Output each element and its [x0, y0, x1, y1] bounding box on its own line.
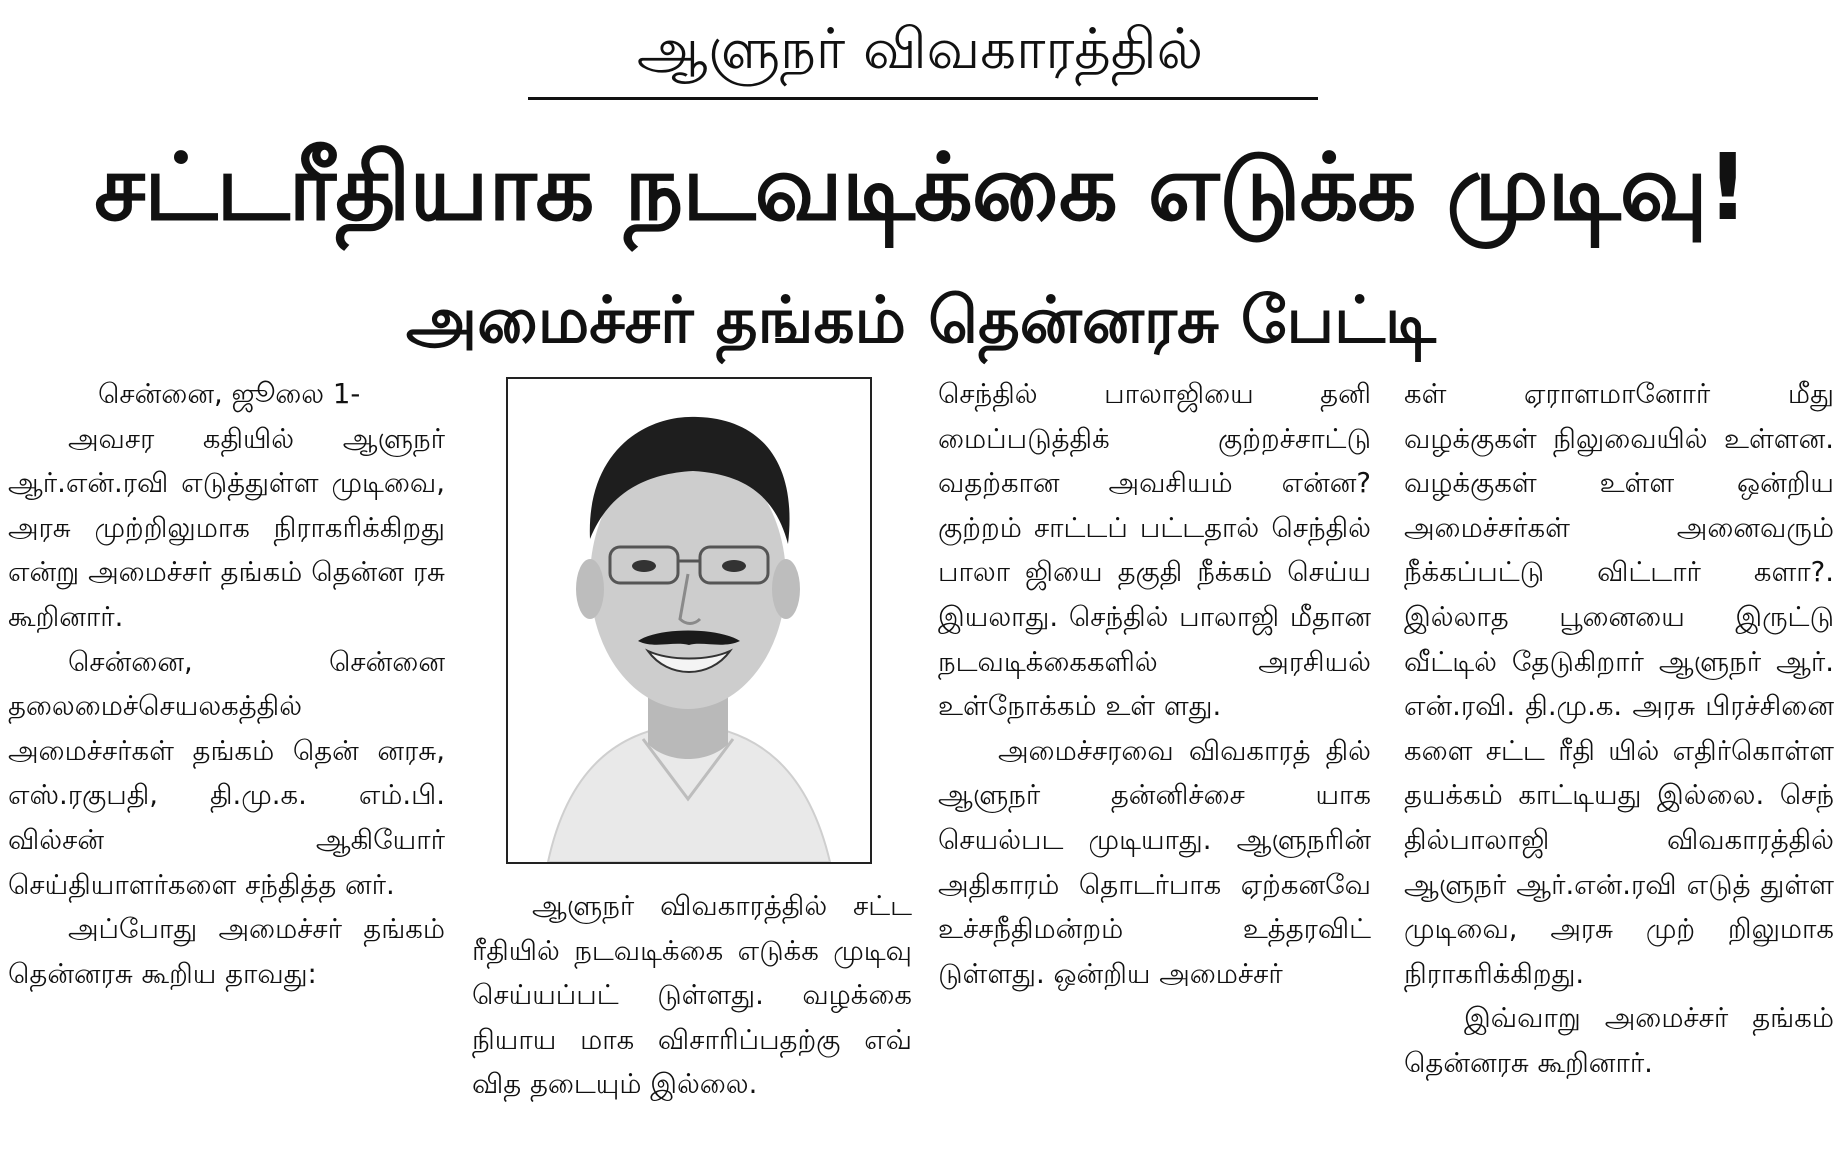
headline: சட்டரீதியாக நடவடிக்கை எடுக்க முடிவு!: [94, 134, 1748, 241]
paragraph: ஆளுநர் விவகாரத்தில் சட்ட ரீதியில் நடவடிக்கை எடுக்க முடிவு செய்யப்பட் டுள்ளது. வழக்கை நியாய மாக விசாரிப்பதற்கு எவ் வித தடையும் இல்லை.: [472, 890, 912, 1101]
subheadline: அமைச்சர் தங்கம் தென்னரசு பேட்டி: [406, 284, 1436, 358]
kicker-underline: [528, 97, 1318, 100]
article-column-3: [938, 372, 1371, 1152]
paragraph: சென்னை, சென்னை தலைமைச்செயலகத்தில் அமைச்சர்கள் தங்கம் தென் னரசு, எஸ்.ரகுபதி, தி.மு.க. எம்.பி. வில்சன் ஆகியோர் செய்தியாளர்களை சந்தித்த னர்.: [8, 645, 445, 901]
dateline: சென்னை, ஜூலை 1-: [98, 378, 361, 410]
paragraph: அவசர கதியில் ஆளுநர் ஆர்.என்.ரவி எடுத்துள்ள முடிவை, அரசு முற்றிலுமாக நிராகரிக்கிறது என்று அமைச்சர் தங்கம் தென்ன ரசு கூறினார்.: [8, 422, 445, 633]
portrait-photo: [506, 377, 872, 864]
article-column-4: [1404, 372, 1834, 1152]
paragraph: கள் ஏராளமானோர் மீது வழக்குகள் நிலுவையில் உள்ளன. வழக்குகள் உள்ள ஒன்றிய அமைச்சர்கள் அனைவரும் நீக்கப்பட்டு விட்டார் களா?. இல்லாத பூனையை இருட்டு வீட்டில் தேடுகிறார் ஆளுநர் ஆர். என்.ரவி. தி.மு.க. அரசு பிரச்சினை களை சட்ட ரீதி யில் எதிர்கொள்ள தயக்கம் காட்டியது இல்லை. செந் தில்பாலாஜி விவகாரத்தில் ஆளுநர் ஆர்.என்.ரவி எடுத் துள்ள முடிவை, அரசு முற் றிலுமாக நிராகரிக்கிறது.: [1404, 378, 1834, 990]
paragraph: அமைச்சரவை விவகாரத் தில் ஆளுநர் தன்னிச்சை யாக செயல்பட முடியாது. ஆளுநரின் அதிகாரம் தொடர்பாக ஏற்கனவே உச்சநீதிமன்றம் உத்தரவிட் டுள்ளது. ஒன்றிய அமைச்சர்: [938, 734, 1371, 990]
paragraph: அப்போது அமைச்சர் தங்கம் தென்னரசு கூறிய தாவது:: [8, 913, 445, 990]
paragraph: இவ்வாறு அமைச்சர் தங்கம் தென்னரசு கூறினார்.: [1404, 1002, 1834, 1079]
kicker-title: ஆளுநர் விவகாரத்தில்: [636, 17, 1204, 82]
article-column-2: [472, 884, 912, 1154]
portrait-photo-icon: [508, 379, 870, 862]
paragraph: செந்தில் பாலாஜியை தனி மைப்படுத்திக் குற்றச்சாட்டு வதற்கான அவசியம் என்ன? குற்றம் சாட்டப் பட்டதால் செந்தில் பாலா ஜியை தகுதி நீக்கம் செய்ய இயலாது. செந்தில் பாலாஜி மீதான நடவடிக்கைகளில் அரசியல் உள்நோக்கம் உள் ளது.: [938, 378, 1371, 723]
article-column-1: [8, 372, 445, 1152]
